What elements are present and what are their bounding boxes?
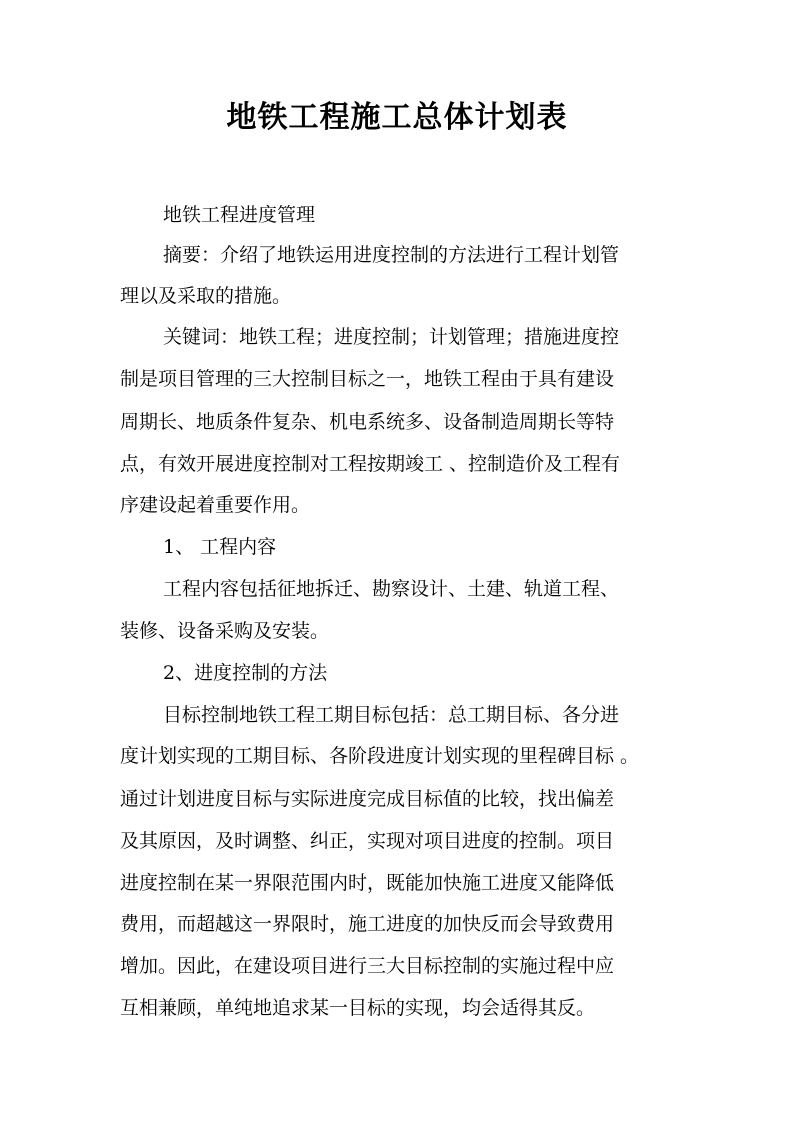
paragraph-line: 费用，而超越这一界限时，施工进度的加快反而会导致费用 xyxy=(120,913,615,935)
paragraph-line: 点，有效开展进度控制对工程按期竣工 、控制造价及工程有 xyxy=(120,453,621,475)
paragraph-line: 周期长、地质条件复杂、机电系统多、设备制造周期长等特 xyxy=(120,411,615,433)
paragraph-line: 摘要：介绍了地铁运用进度控制的方法进行工程计划管 xyxy=(163,244,620,266)
paragraph-line: 度计划实现的工期目标、各阶段进度计划实现的里程碑目标 。 xyxy=(120,745,640,767)
paragraph-line: 理以及采取的措施。 xyxy=(120,285,292,307)
document-title: 地铁工程施工总体计划表 xyxy=(226,100,568,135)
paragraph-line: 增加。因此，在建设项目进行三大目标控制的实施过程中应 xyxy=(120,955,615,977)
paragraph-line: 制是项目管理的三大控制目标之一，地铁工程由于具有建设 xyxy=(120,368,615,390)
paragraph-line: 通过计划进度目标与实际进度完成目标值的比较，找出偏差 xyxy=(120,788,615,810)
section-heading: 地铁工程进度管理 xyxy=(163,204,316,226)
section-heading: 2、进度控制的方法 xyxy=(163,662,328,684)
paragraph-line: 及其原因，及时调整、纠正，实现对项目进度的控制。项目 xyxy=(120,830,615,852)
section-heading: 1、 工程内容 xyxy=(163,536,277,558)
paragraph-line: 工程内容包括征地拆迁、勘察设计、土建、轨道工程、 xyxy=(163,578,620,600)
paragraph-line: 装修、设备采购及安装。 xyxy=(120,620,330,642)
paragraph-line: 进度控制在某一界限范围内时，既能加快施工进度又能降低 xyxy=(120,872,615,894)
paragraph-line: 目标控制地铁工程工期目标包括：总工期目标、各分进 xyxy=(163,704,620,726)
paragraph-line: 关键词：地铁工程；进度控制；计划管理；措施进度控 xyxy=(163,326,620,348)
paragraph-line: 互相兼顾，单纯地追求某一目标的实现，均会适得其反。 xyxy=(120,997,596,1019)
paragraph-line: 序建设起着重要作用。 xyxy=(120,494,311,516)
